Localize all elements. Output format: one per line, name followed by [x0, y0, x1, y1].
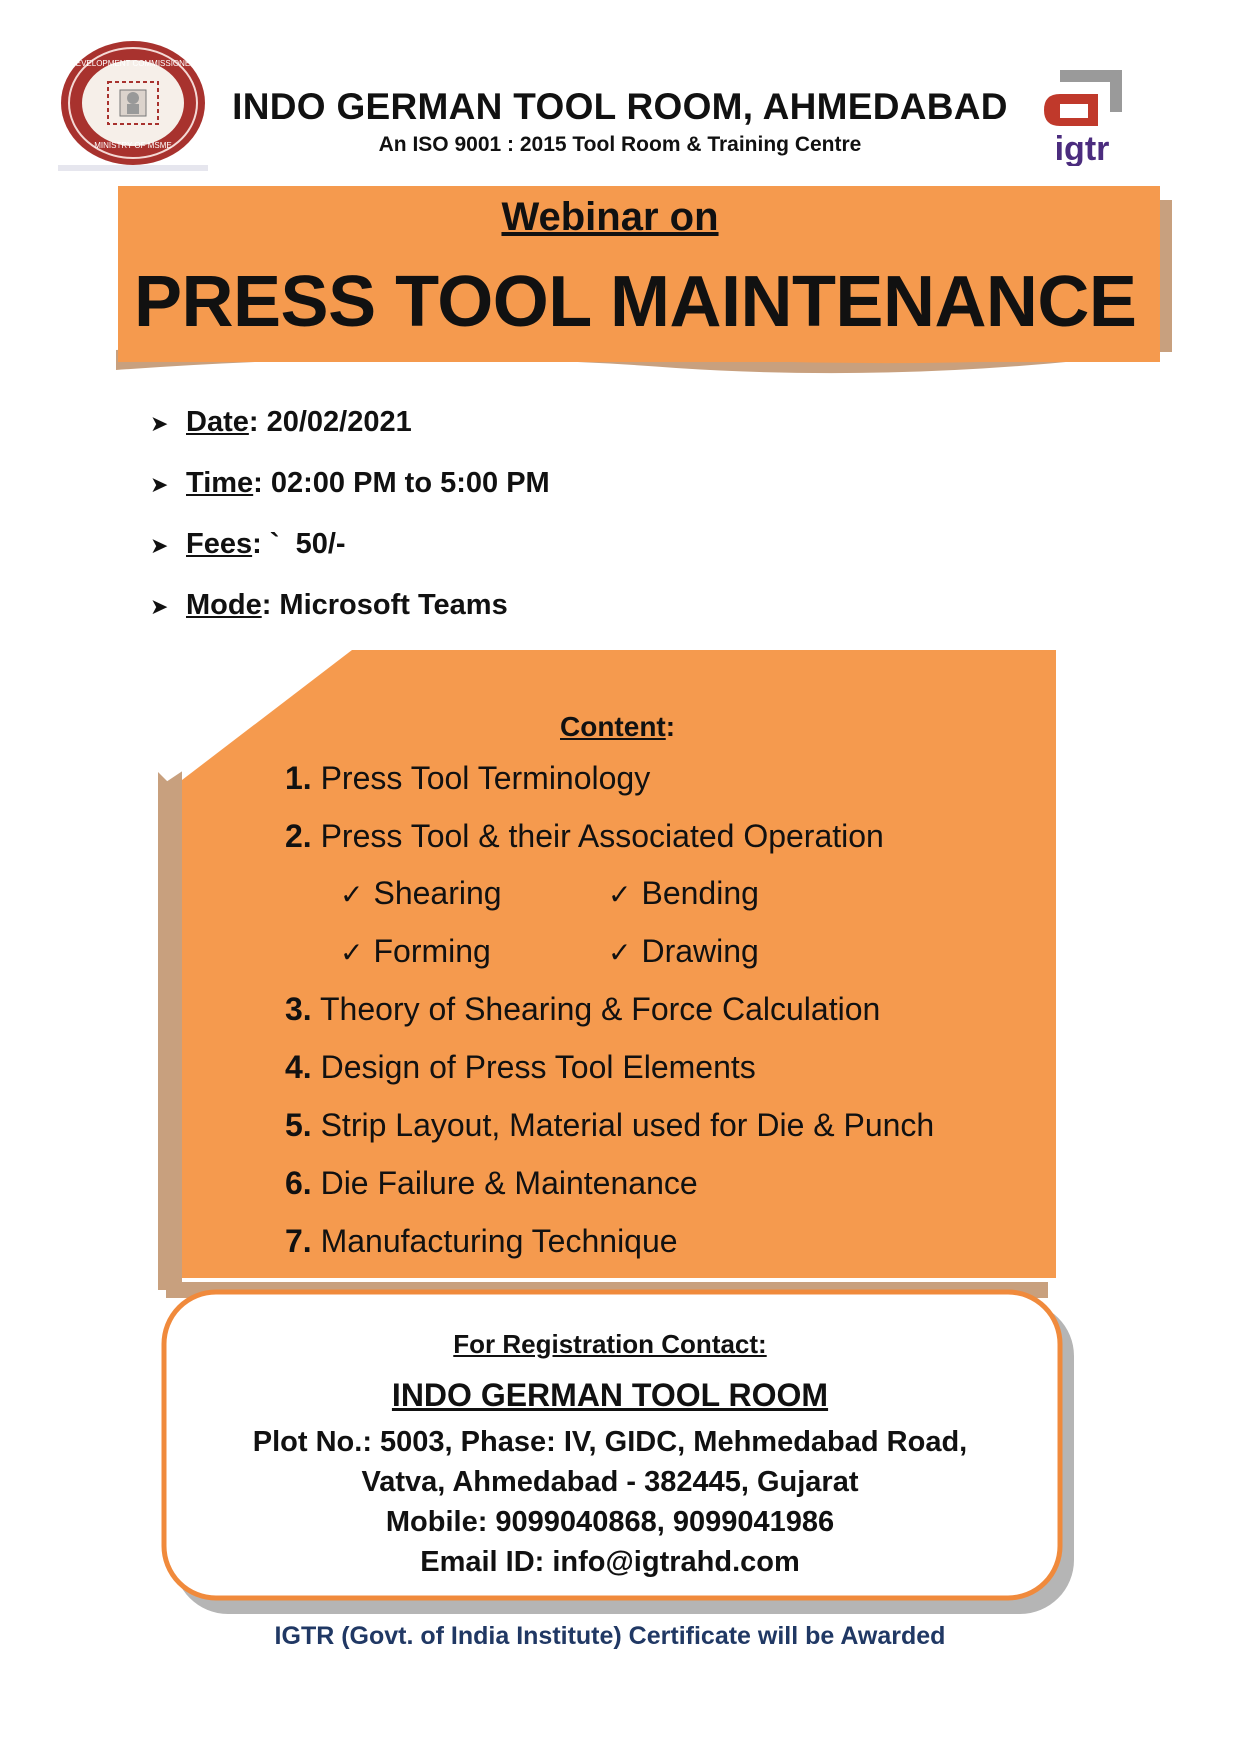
content-item-7 — [285, 1222, 678, 1260]
content-heading — [560, 710, 675, 744]
item-number: 5. — [285, 1107, 312, 1143]
operation-label: Forming — [373, 933, 491, 969]
banner-wave — [118, 340, 1160, 380]
content-item-5 — [285, 1106, 934, 1144]
detail-value: : 02:00 PM to 5:00 PM — [253, 467, 550, 499]
detail-key: Date — [186, 406, 249, 438]
item-number: 2. — [285, 818, 312, 854]
arrow-bullet-icon: ➤ — [150, 411, 169, 436]
content-heading-colon: : — [665, 711, 676, 742]
main-title: PRESS TOOL MAINTENANCE — [134, 262, 1137, 342]
item-number: 4. — [285, 1049, 312, 1085]
item-number: 7. — [285, 1223, 312, 1259]
check-icon: ✓ — [608, 937, 632, 968]
content-item-4 — [285, 1048, 756, 1086]
item-number: 3. — [285, 991, 312, 1027]
detail-key: Time — [186, 467, 254, 499]
operation-label: Drawing — [641, 933, 759, 969]
seal-top-text: DEVELOPMENT COMMISSIONER — [69, 59, 197, 68]
operation-bending — [608, 874, 759, 914]
item-text: Manufacturing Technique — [320, 1223, 678, 1259]
item-text: Design of Press Tool Elements — [320, 1049, 756, 1085]
detail-time — [150, 465, 550, 503]
detail-key: Fees — [186, 528, 253, 560]
arrow-bullet-icon: ➤ — [150, 533, 169, 558]
operation-drawing — [608, 932, 759, 972]
detail-value: : 20/02/2021 — [248, 406, 412, 438]
detail-value: : Microsoft Teams — [261, 589, 508, 621]
seal-bottom-text: MINISTRY OF MSME — [94, 141, 172, 150]
operation-label: Bending — [641, 875, 759, 911]
check-icon: ✓ — [340, 937, 364, 968]
igtr-logo-icon — [1030, 66, 1130, 166]
content-item-1 — [285, 759, 650, 797]
detail-key: Mode — [186, 589, 262, 621]
contact-email[interactable]: Email ID: info@igtrahd.com — [420, 1546, 800, 1578]
certificate-note: IGTR (Govt. of India Institute) Certificate will be Awarded — [274, 1622, 946, 1650]
item-number: 6. — [285, 1165, 312, 1201]
seal-divider — [58, 165, 208, 171]
item-text: Press Tool & their Associated Operation — [320, 818, 884, 854]
check-icon: ✓ — [608, 879, 632, 910]
item-text: Strip Layout, Material used for Die & Punch — [320, 1107, 935, 1143]
contact-heading: For Registration Contact: — [453, 1329, 767, 1359]
contact-address-line-1: Plot No.: 5003, Phase: IV, GIDC, Mehmedabad Road, — [252, 1426, 968, 1458]
arrow-bullet-icon: ➤ — [150, 594, 169, 619]
operation-forming — [340, 932, 491, 972]
detail-date — [150, 404, 412, 442]
content-item-6 — [285, 1164, 698, 1202]
detail-fees — [150, 526, 346, 564]
content-heading-text: Content — [560, 711, 666, 742]
arrow-bullet-icon: ➤ — [150, 472, 169, 497]
item-text: Die Failure & Maintenance — [320, 1165, 698, 1201]
org-title: INDO GERMAN TOOL ROOM, AHMEDABAD — [232, 86, 1008, 127]
igtr-logo-text: igtr — [1054, 130, 1110, 166]
detail-mode — [150, 587, 508, 625]
check-icon: ✓ — [340, 879, 364, 910]
detail-value: : ` 50/- — [252, 528, 346, 560]
item-text: Press Tool Terminology — [320, 760, 651, 796]
operation-label: Shearing — [373, 875, 502, 911]
content-item-3 — [285, 990, 880, 1028]
contact-mobile: Mobile: 9099040868, 9099041986 — [385, 1506, 835, 1538]
operation-shearing — [340, 874, 502, 914]
webinar-on-label: Webinar on — [501, 195, 719, 239]
contact-org: INDO GERMAN TOOL ROOM — [391, 1377, 829, 1413]
org-subtitle: An ISO 9001 : 2015 Tool Room & Training Centre — [378, 133, 862, 156]
content-item-2 — [285, 817, 884, 855]
item-number: 1. — [285, 760, 312, 796]
item-text: Theory of Shearing & Force Calculation — [320, 991, 881, 1027]
contact-address-line-2: Vatva, Ahmedabad - 382445, Gujarat — [361, 1466, 859, 1498]
